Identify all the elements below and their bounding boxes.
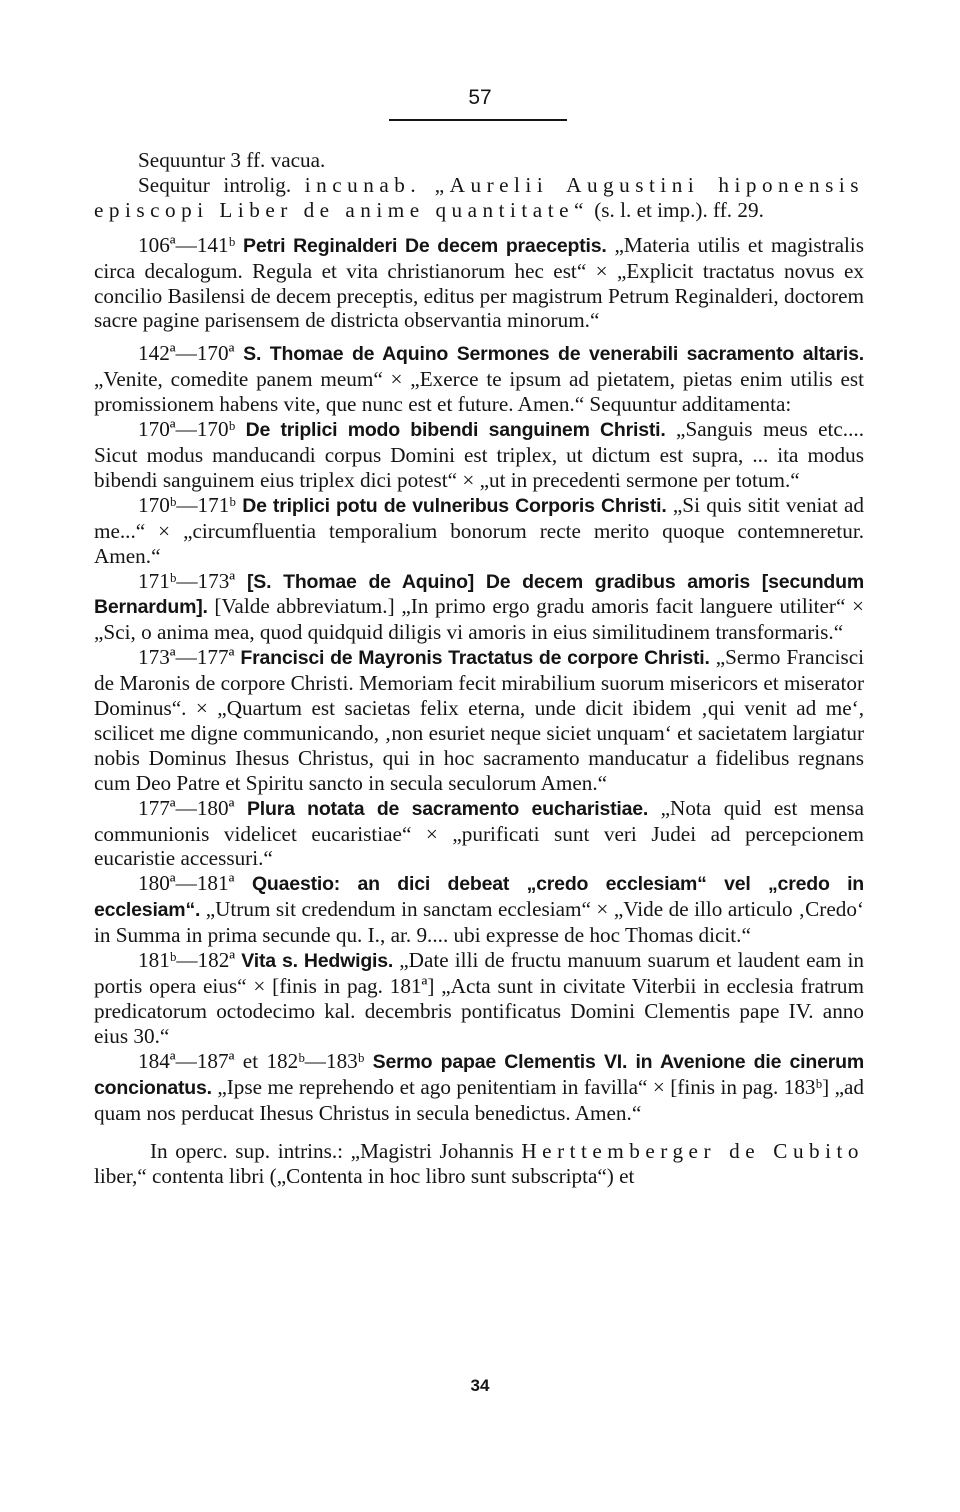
operculum-note: In operc. sup. intrins.: „Magistri Johannis Herttemberger de Cubito liber,“ contenta libri („Contenta in hoc libro sunt subscripta“) et [94, 1139, 864, 1189]
entry-title: De triplici modo bibendi sanguinem Christi. [245, 419, 666, 442]
entry-3 [94, 417, 864, 493]
entry-folio: 184ª—187ª et 182ᵇ—183ᵇ [138, 1048, 365, 1073]
incunabula-label: incunab. [304, 172, 422, 197]
intro-line-1: Sequuntur 3 ff. vacua. [138, 148, 326, 172]
entry-text: „Sermo Francisci de Maronis de corpore Christi. Memoriam fecit mirabilium suorum misericors et miserator Dominus“. × „Quartum est sacietas felix eterna, unde dicit ibidem ‚qui venit ad me‘, scilicet me digne communicando, ‚non esuriet neque siciet unquam‘ et sacietatem largiatur nobis Dominus Ihesus Christus, qui in hoc sacramento manducatur a fidelibus regnans cum Deo Patre et Spiritu sancto in secula seculorum Amen.“ [94, 645, 865, 795]
entry-text: „Sanguis meus etc.... Sicut modus manducandi corpus Domini est triplex, ut dictum est supra, ... ita modus bibendi sanguinem eius triplex dici potest“ × „ut in precedenti sermone per totum.“ [94, 417, 864, 492]
entry-text: „Nota quid est mensa communionis videlicet eucaristiae“ × „purificati sunt veri Judei ad percepcionem eucaristie accessuri.“ [94, 795, 865, 871]
entry-title: Francisci de Mayronis Tractatus de corpore Christi. [240, 647, 710, 670]
entry-title: Quaestio: an dici debeat „credo ecclesiam“ vel „credo in ecclesiam“. [94, 873, 865, 922]
entry-7 [94, 796, 864, 872]
entry-folio: 170ª—170ᵇ [138, 417, 236, 442]
entry-text: „Ipse me reprehendo et ago penitentiam in favilla“ × [finis in pag. 183ᵇ] „ad quam nos perducat Ihesus Christus in secula benedictus. Amen.“ [94, 1074, 865, 1125]
entry-title: Sermo papae Clementis VI. in Avenione die cinerum concionatus. [94, 1050, 864, 1099]
entry-1 [94, 233, 864, 334]
page-number: 57 [468, 86, 492, 109]
page-body [94, 148, 864, 1189]
entry-4 [94, 493, 864, 569]
entry-folio: 171ᵇ—173ª [138, 568, 236, 593]
entry-title: S. Thomae de Aquino Sermones de venerabili sacramento altaris. [243, 343, 864, 366]
entry-folio: 177ª—180ª [138, 795, 235, 820]
entry-title: Vita s. Hedwigis. [241, 950, 394, 973]
entry-2 [94, 341, 864, 417]
intro-line-2: Sequitur introlig. incunab. „Aurelii Augustini hiponensis episcopi Liber de anime quantitate“ (s. l. et imp.). ff. 29. [94, 172, 865, 222]
entry-9 [94, 948, 864, 1049]
entry-text: „Venite, comedite panem meum“ × „Exerce te ipsum ad pietatem, pietas enim utilis est promissionem habens vite, que nunc est et future. Amen.“ Sequuntur additamenta: [94, 367, 864, 417]
entry-title: De triplici potu de vulneribus Corporis Christi. [242, 494, 667, 517]
entry-text: „Si quis sitit veniat ad me...“ × „circumfluentia temporalium bonorum recte merito quoque contemneretur. Amen.“ [94, 492, 865, 568]
entry-10 [94, 1049, 864, 1126]
owner-name: Herttemberger de Cubito [521, 1139, 864, 1164]
entry-5 [94, 569, 864, 646]
footer-signature-mark: 34 [470, 1376, 490, 1395]
entry-text: „Utrum sit credendum in sanctam ecclesiam“ × „Vide de illo articulo ‚Credo‘ in Summa in prima secunde qu. I., ar. 9.... ubi expresse de hoc Thomas dicit.“ [94, 897, 864, 948]
entry-folio: 170ᵇ—171ᵇ [138, 492, 236, 517]
entry-folio: 180ª—181ª [138, 871, 235, 896]
entry-folio: 173ª—177ª [138, 645, 235, 670]
entry-text: [Valde abbreviatum.] „In primo ergo gradu amoris facit languere utiliter“ × „Sci, o anima mea, quod quidquid diligis vi amoris in eius similitudinem transformaris.“ [94, 594, 865, 645]
entry-title: Petri Reginalderi De decem praeceptis. [243, 234, 607, 257]
entry-title: Plura notata de sacramento eucharistiae. [246, 797, 649, 820]
incunabula-title: „Aurelii Augustini hiponensis episcopi Liber de anime quantitate“ [94, 172, 865, 222]
header-rule [389, 119, 567, 121]
entry-folio: 142ª—170ª [138, 341, 235, 366]
entry-text: „Date illi de fructu manuum suarum et laudent eam in portis opera eius“ × [finis in pag. 181ª] „Acta sunt in civitate Viterbii in ecclesia fratrum predicatorum octodecimo kal. decembris pontificatus Domini Clementis pape IV. anno eius 30.“ [94, 948, 864, 1048]
entry-title: [S. Thomae de Aquino] De decem gradibus amoris [secundum Bernardum]. [94, 570, 864, 619]
entry-text: „Materia utilis et magistralis circa decalogum. Regula et vita christianorum hec est“ × „Explicit tractatus novus ex concilio Basilensi de decem preceptis, editus per magistrum Petrum Reginalderi, doctorem sacre pagine parisensem de districta observantia minorum.“ [94, 232, 865, 333]
entry-6 [94, 645, 864, 795]
entry-folio: 181ᵇ—182ª [138, 948, 236, 973]
entry-8 [94, 871, 864, 948]
entry-folio: 106ª—141ᵇ [138, 232, 236, 257]
